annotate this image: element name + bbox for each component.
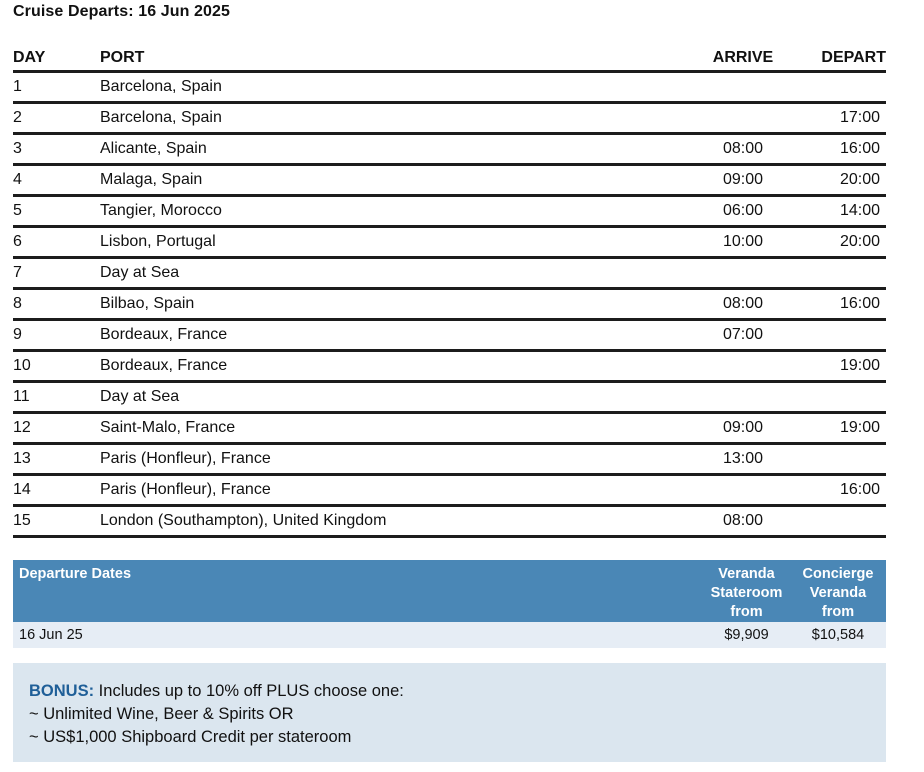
row-day: 5	[13, 202, 22, 219]
row-port: Bilbao, Spain	[100, 295, 195, 312]
row-day: 14	[13, 481, 31, 498]
row-arrive: 08:00	[722, 295, 764, 312]
itinerary-row	[13, 135, 886, 166]
itinerary-row	[13, 290, 886, 321]
itinerary-row	[13, 321, 886, 352]
itinerary-row	[13, 383, 886, 414]
pricing-row	[13, 622, 886, 648]
itinerary-row	[13, 476, 886, 507]
header-port: PORT	[100, 49, 145, 66]
itinerary-row	[13, 228, 886, 259]
row-day: 13	[13, 450, 31, 467]
row-day: 8	[13, 295, 22, 312]
row-day: 7	[13, 264, 22, 281]
header-depart: DEPART	[821, 49, 886, 66]
row-port: Bordeaux, France	[100, 326, 228, 343]
itinerary-row	[13, 104, 886, 135]
row-day: 4	[13, 171, 22, 188]
itinerary-row	[13, 73, 886, 104]
bonus-label: BONUS:	[29, 682, 95, 700]
row-arrive: 07:00	[722, 326, 764, 343]
row-day: 6	[13, 233, 22, 250]
row-day: 10	[13, 357, 31, 374]
row-day: 11	[13, 388, 30, 405]
row-port: Alicante, Spain	[100, 140, 207, 157]
pricing-header-row	[13, 560, 886, 622]
row-port: Saint-Malo, France	[100, 419, 236, 436]
row-port: Barcelona, Spain	[100, 78, 222, 95]
header-arrive: ARRIVE	[712, 49, 774, 66]
row-depart: 17:00	[839, 109, 880, 126]
itinerary-row	[13, 352, 886, 383]
pricing-header-col2-line: from	[821, 604, 855, 620]
bonus-box	[13, 663, 886, 762]
row-day: 3	[13, 140, 22, 157]
itinerary-row	[13, 507, 886, 538]
row-day: 12	[13, 419, 31, 436]
row-arrive: 08:00	[722, 140, 764, 157]
itinerary-row	[13, 166, 886, 197]
pricing-header-col2-line: Concierge	[802, 566, 874, 582]
pricing-header-col1-line: Stateroom	[710, 585, 783, 601]
row-port: Day at Sea	[100, 388, 180, 405]
pricing-header-col1-line: Veranda	[718, 566, 775, 582]
row-port: London (Southampton), United Kingdom	[100, 512, 387, 529]
row-depart: 20:00	[839, 171, 880, 188]
pricing-header-veranda-stateroom	[703, 560, 790, 622]
itinerary-row	[13, 445, 886, 476]
row-arrive: 09:00	[722, 171, 764, 188]
row-depart: 16:00	[839, 481, 880, 498]
row-arrive: 08:00	[722, 512, 764, 529]
itinerary-row	[13, 259, 886, 290]
page-title: Cruise Departs: 16 Jun 2025	[13, 3, 231, 20]
pricing-row-concierge-price: $10,584	[811, 626, 865, 643]
row-arrive: 13:00	[722, 450, 764, 467]
row-port: Lisbon, Portugal	[100, 233, 216, 250]
itinerary-row	[13, 197, 886, 228]
row-port: Paris (Honfleur), France	[100, 450, 271, 467]
row-depart: 14:00	[839, 202, 880, 219]
row-port: Day at Sea	[100, 264, 180, 281]
bonus-headline-line	[29, 680, 870, 703]
itinerary-row	[13, 414, 886, 445]
itinerary-table	[13, 46, 886, 538]
row-port: Paris (Honfleur), France	[100, 481, 271, 498]
pricing-header-concierge-veranda	[790, 560, 886, 622]
row-arrive: 09:00	[722, 419, 764, 436]
pricing-header-col2-line: Veranda	[809, 585, 867, 601]
row-depart: 16:00	[839, 295, 880, 312]
bonus-option: ~ US$1,000 Shipboard Credit per stateroom	[29, 728, 352, 746]
bonus-option: ~ Unlimited Wine, Beer & Spirits OR	[29, 705, 294, 723]
row-arrive: 10:00	[722, 233, 764, 250]
row-port: Bordeaux, France	[100, 357, 228, 374]
pricing-row-veranda-price: $9,909	[724, 626, 769, 643]
itinerary-header-row	[13, 46, 886, 73]
header-day: DAY	[13, 49, 46, 66]
row-day: 15	[13, 512, 31, 529]
row-arrive: 06:00	[722, 202, 764, 219]
pricing-row-date: 16 Jun 25	[19, 627, 83, 643]
row-depart: 20:00	[839, 233, 880, 250]
pricing-header-col1-line: from	[730, 604, 763, 620]
row-depart: 19:00	[839, 357, 880, 374]
pricing-header-label: Departure Dates	[19, 566, 132, 582]
row-day: 2	[13, 109, 22, 126]
row-port: Malaga, Spain	[100, 171, 203, 188]
row-day: 9	[13, 326, 22, 343]
itinerary-rows	[13, 73, 886, 538]
row-day: 1	[13, 78, 22, 95]
pricing-table	[13, 560, 886, 648]
row-depart: 19:00	[839, 419, 880, 436]
row-port: Tangier, Morocco	[100, 202, 222, 219]
row-depart: 16:00	[839, 140, 880, 157]
bonus-headline: Includes up to 10% off PLUS choose one:	[94, 682, 404, 700]
row-port: Barcelona, Spain	[100, 109, 222, 126]
